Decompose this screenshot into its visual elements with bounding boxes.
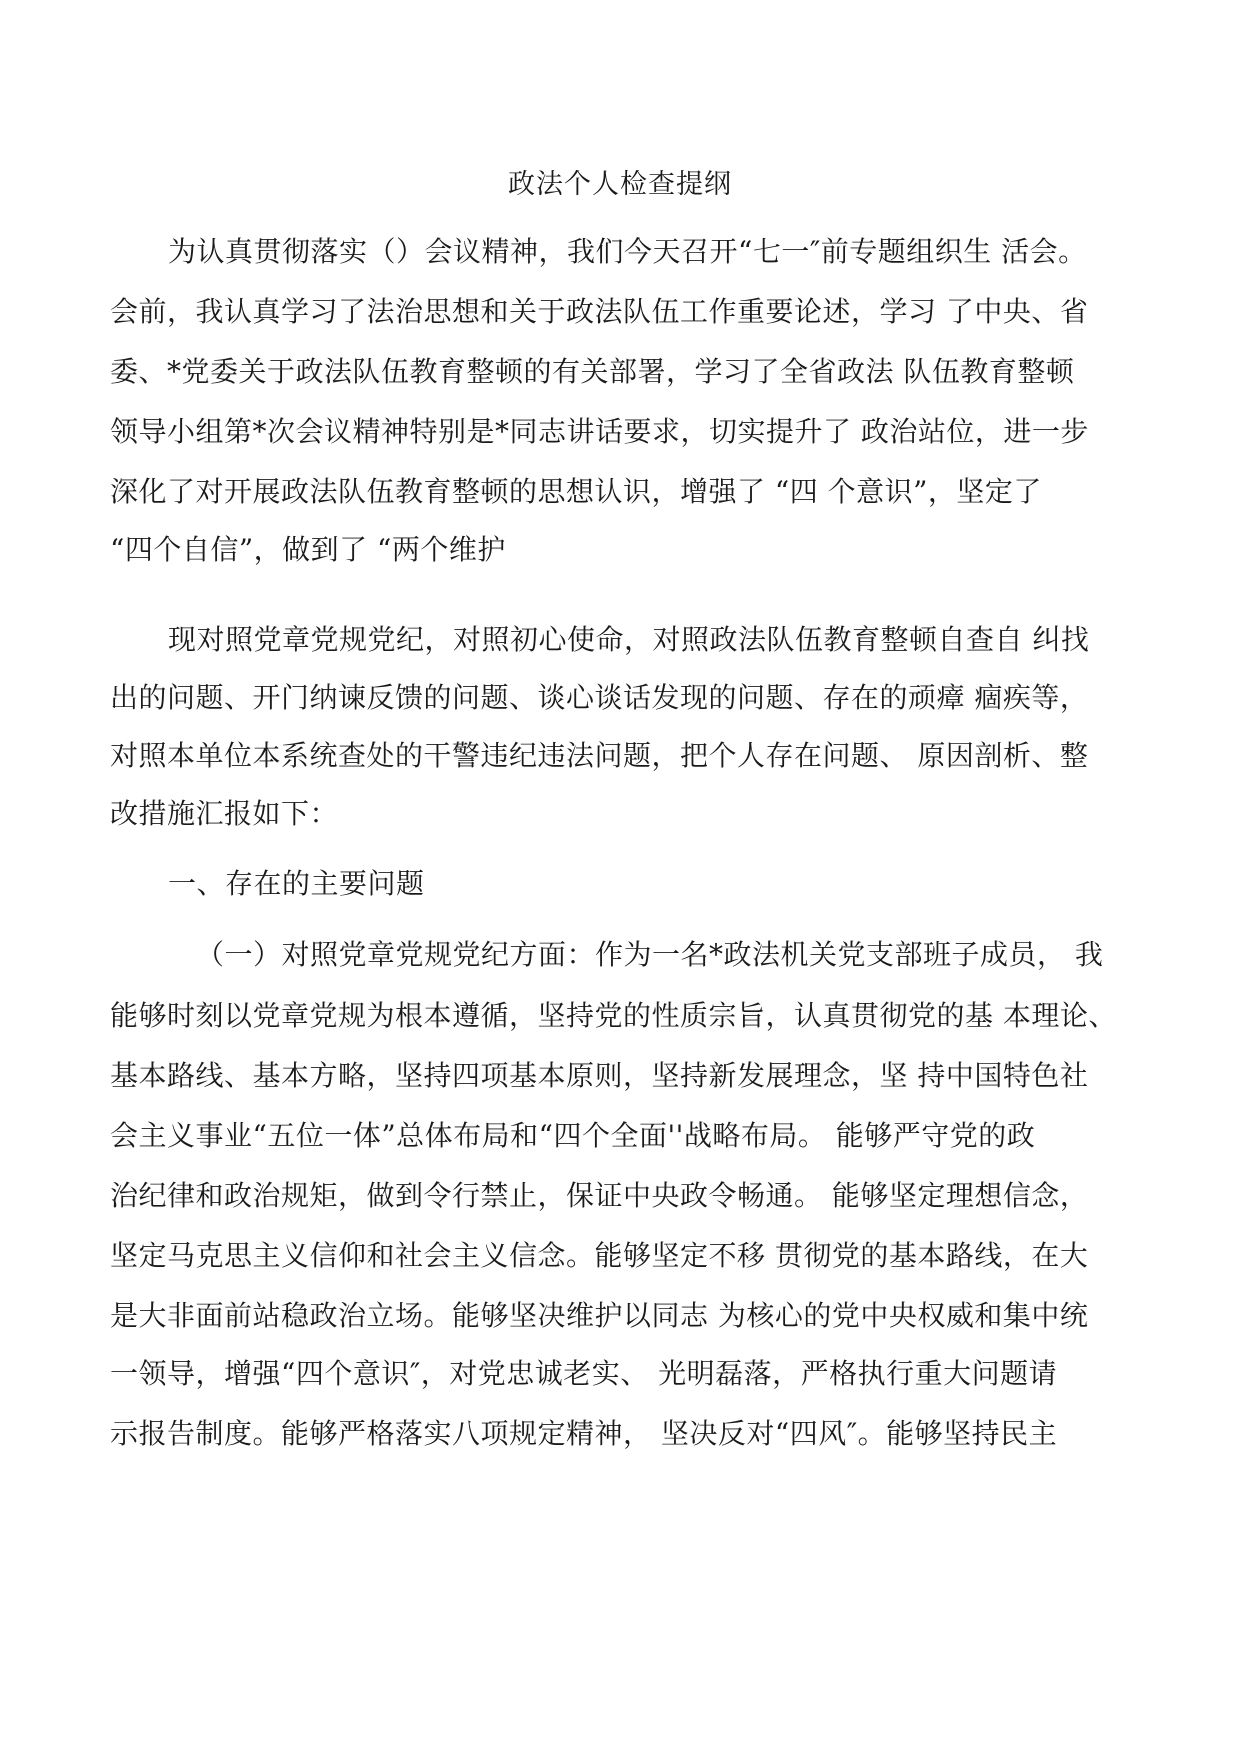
paragraph-line: 为认真贯彻落实（）会议精神，我们今天召开“七一″前专题组织生 活会。	[168, 235, 1087, 268]
paragraph-line: 出的问题、开门纳谏反馈的问题、谈心谈话发现的问题、存在的顽瘴 痼疾等，	[110, 681, 1089, 714]
paragraph-line: 领导小组第*次会议精神特别是*同志讲话要求，切实提升了 政治站位，进一步	[110, 415, 1089, 448]
paragraph-line: 会主义事业“五位一体”总体布局和“四个全面''战略布局。 能够严守党的政	[110, 1119, 1036, 1152]
paragraph-line: 坚定马克思主义信仰和社会主义信念。能够坚定不移 贯彻党的基本路线，在大	[110, 1239, 1089, 1272]
paragraph-line: 对照本单位本系统查处的干警违纪违法问题，把个人存在问题、 原因剖析、整	[110, 739, 1089, 772]
paragraph-line: 改措施汇报如下：	[110, 797, 339, 830]
section-heading: 一、存在的主要问题	[168, 867, 425, 900]
paragraph-line: 现对照党章党规党纪，对照初心使命，对照政法队伍教育整顿自查自 纠找	[168, 623, 1090, 656]
paragraph-line: 会前，我认真学习了法治思想和关于政法队伍工作重要论述，学习 了中央、省	[110, 295, 1089, 328]
paragraph-line: （一）对照党章党规党纪方面：作为一名*政法机关党支部班子成员， 我	[196, 938, 1104, 971]
paragraph-line: 是大非面前站稳政治立场。能够坚决维护以同志 为核心的党中央权威和集中统	[110, 1299, 1089, 1332]
paragraph-line: 示报告制度。能够严格落实八项规定精神， 坚决反对“四风″。能够坚持民主	[110, 1417, 1058, 1450]
paragraph-line: 基本路线、基本方略，坚持四项基本原则，坚持新发展理念，坚 持中国特色社	[110, 1059, 1089, 1092]
paragraph-line: 能够时刻以党章党规为根本遵循，坚持党的性质宗旨，认真贯彻党的基 本理论、	[110, 999, 1117, 1032]
paragraph-line: 委、*党委关于政法队伍教育整顿的有关部署，学习了全省政法 队伍教育整顿	[110, 355, 1075, 388]
document-title: 政法个人检查提纲	[508, 169, 732, 200]
paragraph-line: “四个自信”，做到了 “两个维护	[110, 533, 506, 566]
paragraph-line: 一领导，增强“四个意识″，对党忠诚老实、 光明磊落，严格执行重大问题请	[110, 1357, 1058, 1390]
paragraph-line: 深化了对开展政法队伍教育整顿的思想认识，增强了 “四 个意识”，坚定了	[110, 475, 1042, 508]
paragraph-line: 治纪律和政治规矩，做到令行禁止，保证中央政令畅通。 能够坚定理想信念，	[110, 1179, 1089, 1212]
